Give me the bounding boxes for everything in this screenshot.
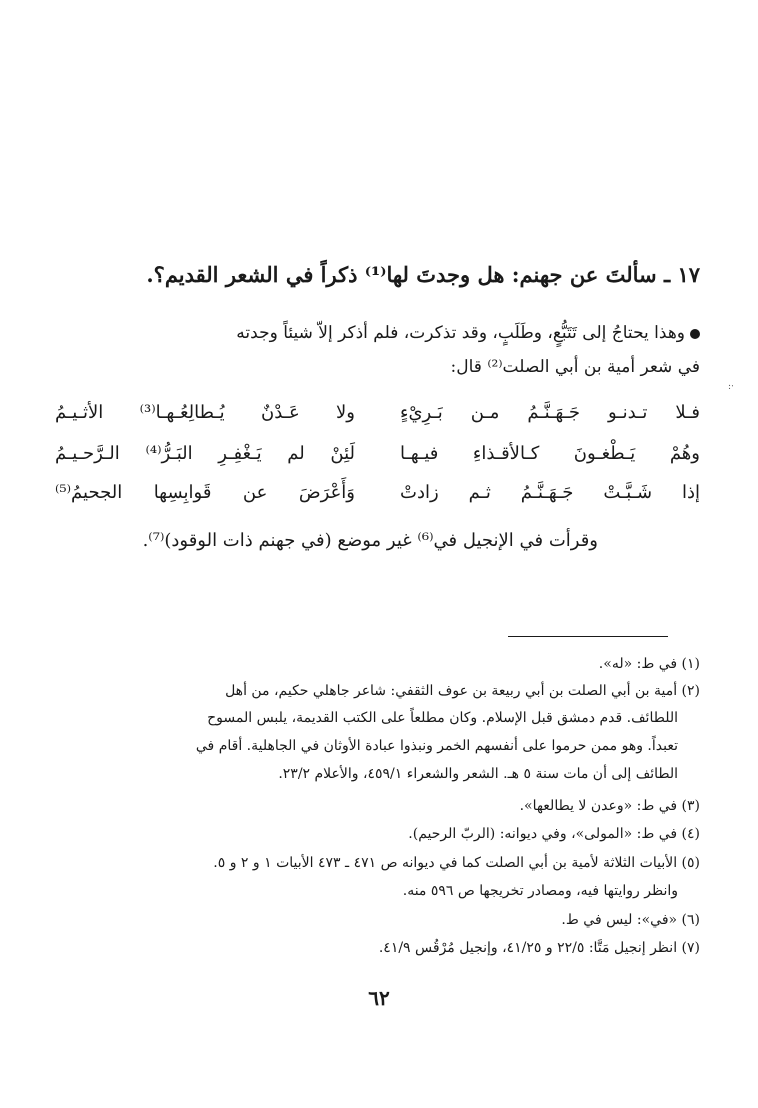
footnote-4: (٤) في ط: «المولى»، وفي ديوانه: (الربّ الرحيم). <box>408 826 700 842</box>
footnote-1: (١) في ط: «له». <box>598 656 700 672</box>
answer-line-2: في شعر أمية بن أبي الصلت⁽²⁾ قال: <box>450 357 700 377</box>
footnote-3: (٣) في ط: «وعدن لا يطالعها». <box>519 798 700 814</box>
footnote-6: (٦) «في»: ليس في ط. <box>561 912 700 928</box>
closing-line: وقرأت في الإنجيل في⁽⁶⁾ غير موضع (في جهنم ذات الوقود)⁽⁷⁾. <box>142 530 598 551</box>
footnote-divider <box>508 636 668 637</box>
bullet-icon <box>690 329 700 339</box>
verse-3-second-hemistich: وَأَعْرَضَ عن قَوابِسِها الجحيمُ⁽⁵⁾ <box>55 482 355 503</box>
footnote-2-line-2: اللطائف. قدم دمشق قبل الإسلام. وكان مطلعاً على الكتب القديمة، يلبس المسوح <box>207 710 678 726</box>
verse-2-first-hemistich: وهُمْ يَـطْغـونَ كـالأقـذاءِ فيـهـا <box>400 443 700 464</box>
verse-1-first-hemistich: فـلا تـدنـو جَـهَـنَّـمُ مـن بَـرِيْءٍ <box>400 402 700 423</box>
footnote-2-line-1: (٢) أمية بن أبي الصلت بن أبي ربيعة بن عوف الثقفي: شاعر جاهلي حكيم، من أهل <box>225 683 700 699</box>
footnote-5-line-2: وانظر روايتها فيه، ومصادر تخريجها ص ٥٩٦ منه. <box>402 883 678 899</box>
footnote-7: (٧) انظر إنجيل مَتَّا: ٢٢/٥ و ٤١/٢٥، وإنجيل مُرْقُس ٤١/٩. <box>378 940 700 956</box>
verse-3-first-hemistich: إذا شَـبَّـتْ جَـهَـنَّـمُ ثـم زادتْ <box>400 482 700 503</box>
verse-2-second-hemistich: لَئِنْ لم يَـغْفِـرِ البَـرُّ⁽⁴⁾ الـرَّحـيـمُ <box>55 443 355 464</box>
margin-mark: ‧: <box>728 382 734 392</box>
verse-1-second-hemistich: ولا عَـدْنٌ يُـطالِعُـهـا⁽³⁾ الأثـيـمُ <box>55 402 355 423</box>
page-number: ٦٢ <box>368 986 390 1010</box>
footnote-5-line-1: (٥) الأبيات الثلاثة لأمية بن أبي الصلت كما في ديوانه ص ٤٧١ ـ ٤٧٣ الأبيات ١ و ٢ و ٥. <box>213 855 700 871</box>
question-heading: ١٧ ـ سألتَ عن جهنم: هل وجدتَ لها⁽¹⁾ ذكراً في الشعر القديم؟. <box>146 262 700 287</box>
footnote-2-line-3: تعبداً. وهو ممن حرموا على أنفسهم الخمر ونبذوا عبادة الأوثان في الجاهلية. أقام في <box>195 738 678 754</box>
answer-line-1: وهذا يحتاجُ إلى تَتَبُّعٍ، وطَلَبٍ، وقد تذكرت، فلم أذكر إلاّ شيئاً وجدته <box>50 323 700 343</box>
footnote-2-line-4: الطائف إلى أن مات سنة ٥ هـ. الشعر والشعراء ٤٥٩/١، والأعلام ٢٣/٢. <box>278 766 678 782</box>
